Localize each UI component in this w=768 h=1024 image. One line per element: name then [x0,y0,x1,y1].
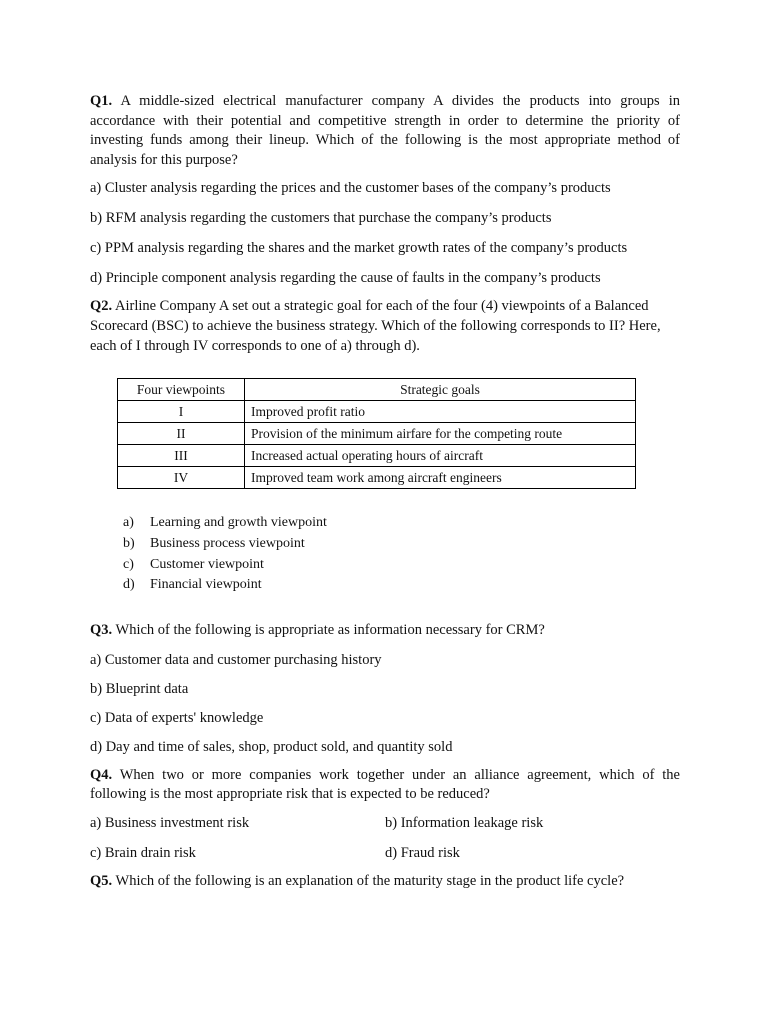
q4-option-c: c) Brain drain risk [90,844,196,861]
q4-number: Q4. [90,766,113,783]
table-header-goals: Strategic goals [245,379,636,401]
q4-option-a: a) Business investment risk [90,814,250,831]
q3-number: Q3. [90,621,113,638]
table-header-row [118,379,636,401]
bsc-table [117,378,636,489]
q1-number: Q1. [90,93,113,109]
q3-option-d: d) Day and time of sales, shop, product sold, and quantity sold [90,738,453,755]
q1-question [90,92,680,170]
q3-option-c: c) Data of experts' knowledge [90,709,264,726]
q2-option-a: a) Learning and growth viewpoint [123,515,327,531]
table-row [118,423,636,445]
q4-option-d: d) Fraud risk [385,844,460,861]
table-cell-viewpoint: IV [118,467,245,489]
table-cell-viewpoint: I [118,401,245,423]
q4-question [90,766,680,805]
q5-number: Q5. [90,872,113,889]
q4-options-row-2 [90,844,680,863]
table-cell-goal: Improved team work among aircraft engineers [245,467,636,489]
table-cell-goal: Improved profit ratio [245,401,636,423]
q2-text: Airline Company A set out a strategic goal for each of the four (4) viewpoints of a Balanced Scorecard (BSC) to achieve the business strategy. Which of the following corresponds to II? Here, each of I through IV corresponds to one of a) through d). [90,298,661,354]
q5-question [90,872,680,892]
q2-option-c: c) Customer viewpoint [123,556,264,572]
table-row [118,467,636,489]
table-cell-goal: Increased actual operating hours of aircraft [245,445,636,467]
q4-text: When two or more companies work together under an alliance agreement, which of the following is the most appropriate risk that is expected to be reduced? [90,766,680,803]
q2-option-b: b) Business process viewpoint [123,535,305,551]
q3-question [90,621,680,641]
q4-option-b: b) Information leakage risk [385,814,544,831]
document-page [90,92,680,891]
table-row [118,445,636,467]
table-cell-viewpoint: II [118,423,245,445]
q3-text: Which of the following is appropriate as information necessary for CRM? [115,621,545,638]
q1-option-c: c) PPM analysis regarding the shares and the market growth rates of the company’s products [90,240,628,257]
q1-text: A middle-sized electrical manufacturer company A divides the products into groups in accordance with their potential and competitive strength in order to determine the priority of investing funds among their lineup. Which of the following is the most appropriate method of analysis for this purpose? [90,93,681,168]
q2-option-d: d) Financial viewpoint [123,577,262,593]
q2-question [90,297,680,356]
q2-number: Q2. [90,298,113,315]
q1-option-a: a) Cluster analysis regarding the prices and the customer bases of the company’s products [90,180,611,197]
q1-option-d: d) Principle component analysis regarding the cause of faults in the company’s products [90,270,601,287]
q4-options-row-1 [90,814,680,833]
table-header-viewpoints: Four viewpoints [118,379,245,401]
table-cell-viewpoint: III [118,445,245,467]
table-row [118,401,636,423]
q2-options [123,513,680,596]
q3-option-b: b) Blueprint data [90,680,189,697]
q5-text: Which of the following is an explanation of the maturity stage in the product life cycle? [115,872,625,889]
q3-option-a: a) Customer data and customer purchasing history [90,651,382,668]
table-cell-goal: Provision of the minimum airfare for the competing route [245,423,636,445]
q1-option-b: b) RFM analysis regarding the customers that purchase the company’s products [90,210,552,227]
